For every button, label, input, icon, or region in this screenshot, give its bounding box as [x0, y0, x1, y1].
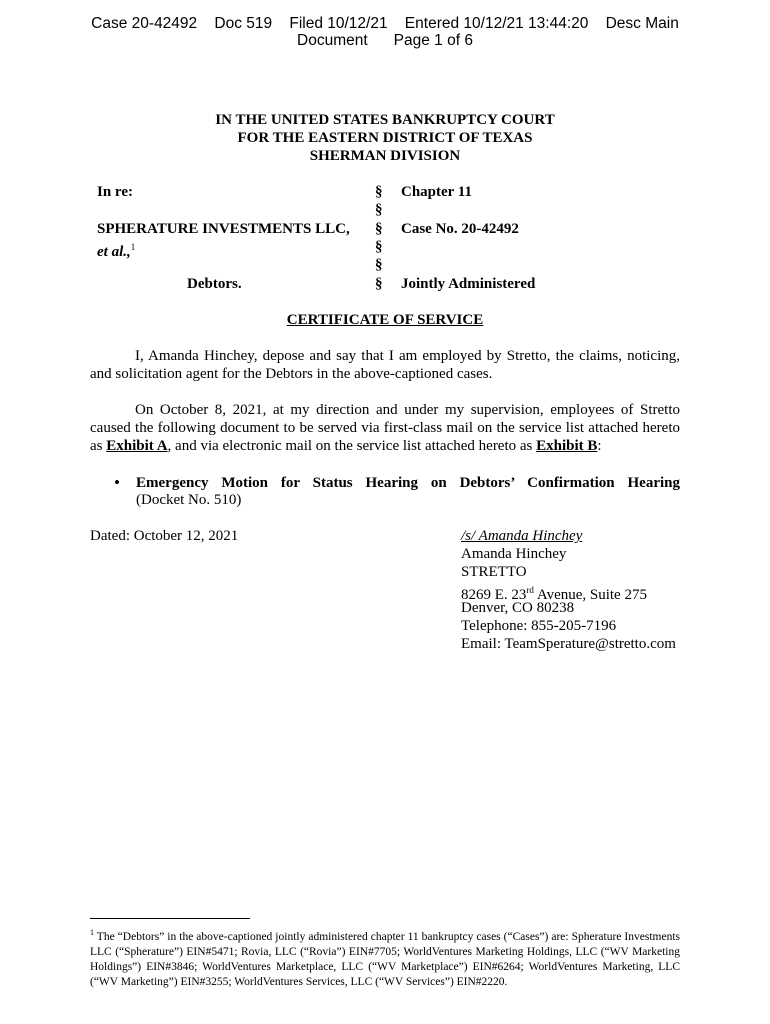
section-symbol: § [375, 239, 383, 255]
court-line3: SHERMAN DIVISION [309, 148, 461, 164]
exhibit-b-ref: Exhibit B [536, 438, 598, 454]
paragraph-2: On October 8, 2021, at my direction and under my supervision, employees of Stretto caused the following document to be served via first-class mail on the service list attached hereto as Exhibit A, and via electronic mail on the service list attached hereto as Exhibit B: [90, 402, 680, 454]
paragraph-1: I, Amanda Hinchey, depose and say that I am employed by Stretto, the claims, noticing, and solicitation agent for the Debtors in the above-captioned cases. [90, 348, 680, 382]
court-line1: IN THE UNITED STATES BANKRUPTCY COURT [215, 112, 555, 128]
et-al-label: et al.,$^1$ [97, 242, 136, 260]
telephone-line: Telephone: 855-205-7196 [461, 618, 617, 634]
footnote-number: 1 [90, 928, 94, 937]
debtors-label: Debtors. [187, 276, 242, 292]
city-line: Denver, CO 80238 [461, 600, 575, 616]
filing-header-line1: Case 20-42492 Doc 519 Filed 10/12/21 Entered 10/12/21 13:44:20 Desc Main [91, 15, 679, 32]
footnote: $^1$ The “Debtors” in the above-captioned jointly administered chapter 11 bankruptcy cases (“Cases”) are: Spherature Investments LLC (“Spherature”) EIN#5471; Rovia, LLC (“Rovia”) EIN#7705; WorldVentures Marketing Holdings, LLC (“WV Marketing Holdings”) EIN#3846; WorldVentures Marketplace, LLC (“WV Marketplace”) EIN#6264; WorldVentures Marketing, LLC (“WV Marketing”) EIN#3255; WorldVentures Services, LLC (“WV Services”) EIN#2220. [90, 928, 680, 988]
document-label: Document [297, 32, 368, 49]
filing-header-line2 [0, 32, 770, 49]
section-symbol: § [375, 184, 383, 200]
address-line: 8269 E. 23rd Avenue, Suite 275 [461, 585, 647, 603]
debtor-name: SPHERATURE INVESTMENTS LLC, [97, 221, 350, 237]
case-number: Case No. 20-42492 [401, 221, 519, 237]
bullet-icon: • [114, 473, 120, 492]
jointly-administered: Jointly Administered [401, 276, 536, 292]
email-line: Email: TeamSperature@stretto.com [461, 636, 676, 652]
footnote-ref: 1 [130, 242, 136, 252]
document-title: CERTIFICATE OF SERVICE [286, 312, 484, 328]
court-line2: FOR THE EASTERN DISTRICT OF TEXAS [237, 130, 533, 146]
exhibit-a-ref: Exhibit A [106, 438, 168, 454]
section-symbol: § [375, 221, 383, 237]
signature: /s/ Amanda Hinchey [461, 528, 583, 544]
company-name: STRETTO [461, 564, 527, 580]
dated-line: Dated: October 12, 2021 [90, 528, 239, 544]
section-symbol: § [375, 202, 383, 218]
served-document-title: Emergency Motion for Status Hearing on Debtors’ Confirmation Hearing [136, 475, 680, 491]
court-heading [0, 111, 770, 165]
footnote-divider [90, 918, 250, 919]
section-symbol: § [375, 257, 383, 273]
signer-name: Amanda Hinchey [461, 546, 567, 562]
served-document-docket: (Docket No. 510) [136, 492, 242, 508]
section-symbol: § [375, 276, 383, 292]
page-indicator: Page 1 of 6 [393, 32, 473, 49]
in-re-label: In re: [97, 184, 133, 200]
chapter-label: Chapter 11 [401, 184, 472, 200]
